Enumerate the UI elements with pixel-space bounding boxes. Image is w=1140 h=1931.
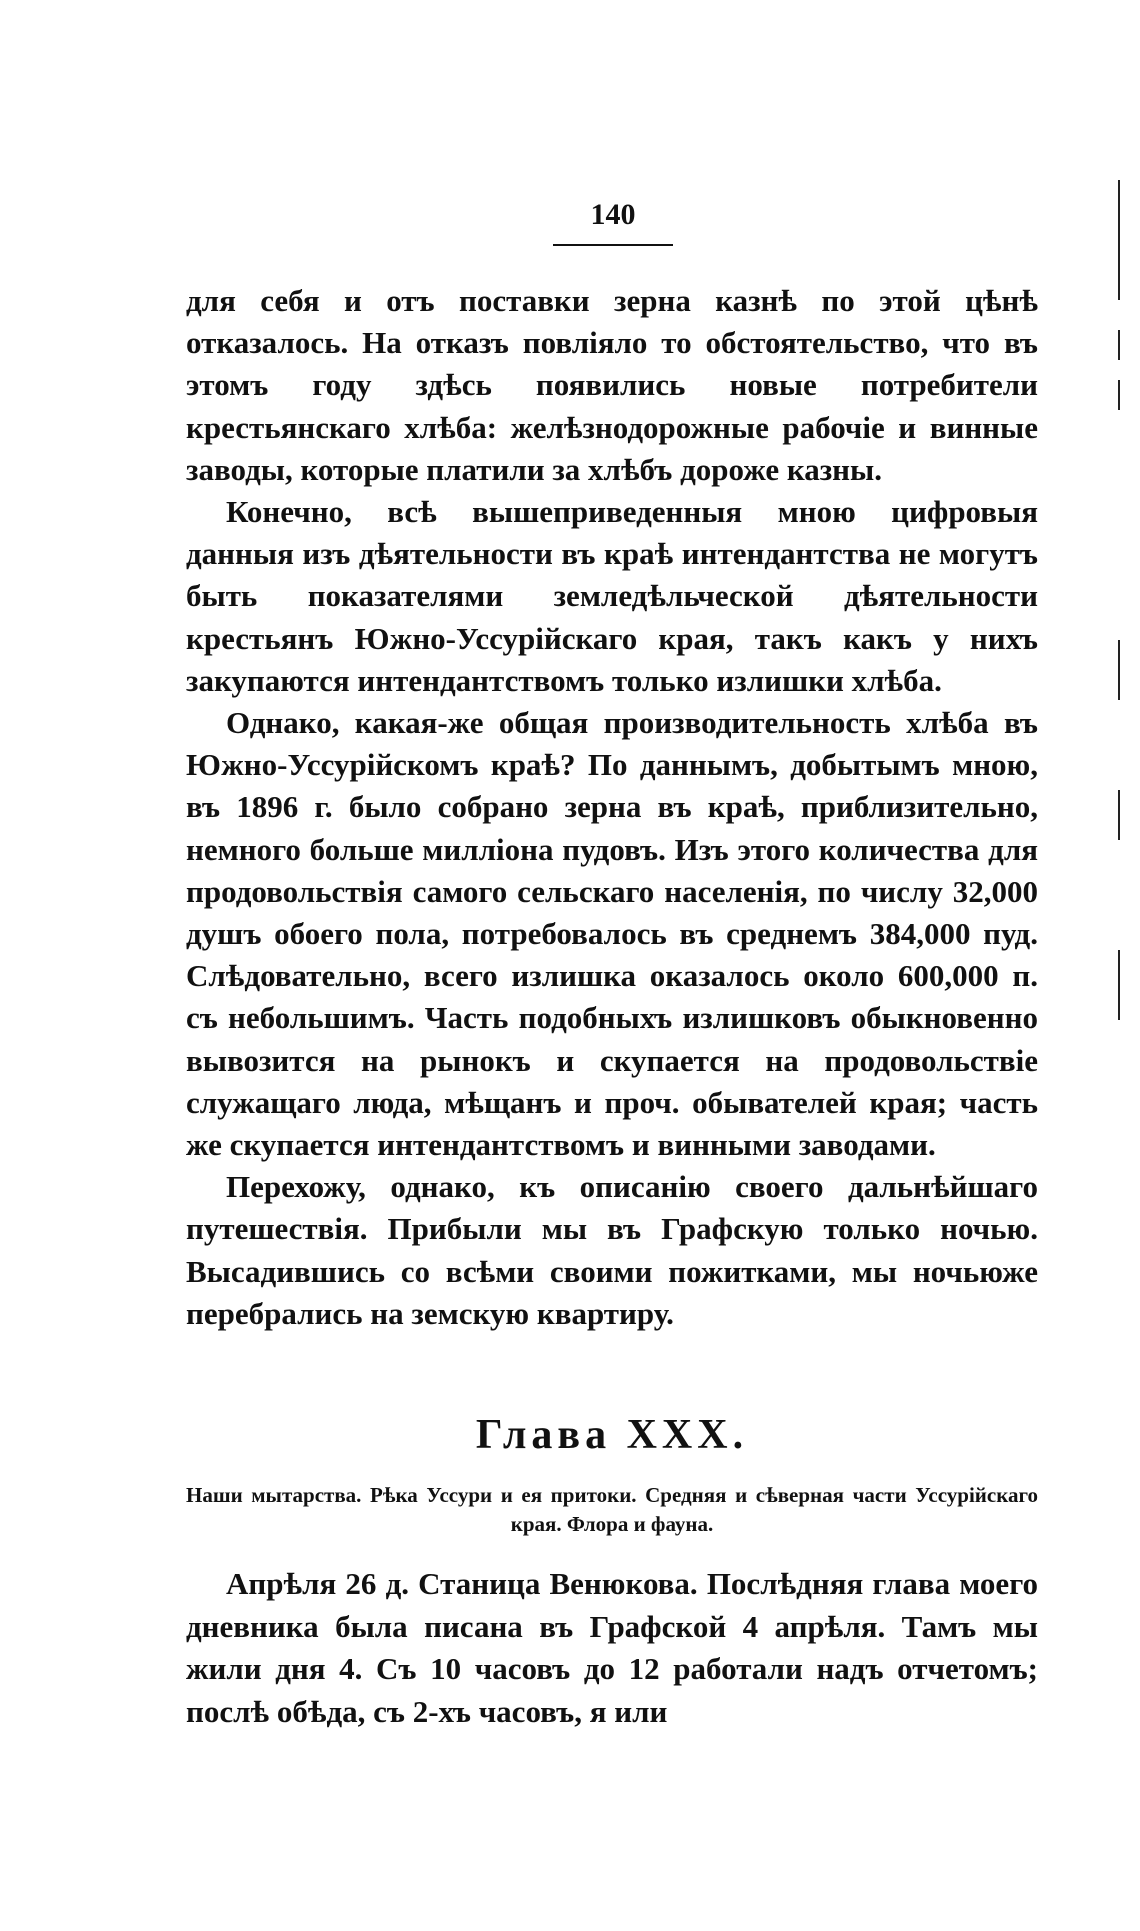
page-number-rule: [553, 244, 673, 246]
paragraph: Однако, какая-же общая производительность хлѣба въ Южно-Уссурійскомъ краѣ? По даннымъ, добытымъ мною, въ 1896 г. было собрано зерна въ краѣ, приблизительно, немного больше милліона пудовъ. Изъ этого количества для продовольствія самого сельскаго населенія, по числу 32,000 душъ обоего пола, потребовалось въ среднемъ 384,000 пуд. Слѣдовательно, всего излишка оказалось около 600,000 п. съ небольшимъ. Часть подобныхъ излишковъ обыкновенно вывозится на рынокъ и скупается на продовольствіе служащаго люда, мѣщанъ и проч. обывателей края; часть же скупается интендантствомъ и винными заводами.: [186, 705, 1038, 1163]
paragraph: Конечно, всѣ вышеприведенныя мною цифровыя данныя изъ дѣятельности въ краѣ интендантства не могутъ быть показателями земледѣльческой дѣятельности крестьянъ Южно-Уссурійскаго края, такъ какъ у нихъ закупаются интендантствомъ только излишки хлѣба.: [186, 494, 1038, 698]
chapter-title: Глава XXX.: [475, 1412, 749, 1458]
scan-edge-mark: [1118, 380, 1120, 410]
scan-edge-mark: [1118, 950, 1120, 1020]
scan-edge-mark: [1118, 790, 1120, 840]
scan-edge-mark: [1118, 180, 1120, 300]
page-number: 140: [590, 198, 636, 231]
paragraph: Перехожу, однако, къ описанію своего дальнѣйшаго путешествія. Прибыли мы въ Графскую только ночью. Высадившись со всѣми своими пожитками, мы ночьюже перебрались на земскую квартиру.: [186, 1169, 1038, 1331]
paragraph: Апрѣля 26 д. Станица Венюкова. Послѣдняя глава моего дневника была писана въ Графской 4 апрѣля. Тамъ мы жили дня 4. Съ 10 часовъ до 12 работали надъ отчетомъ; послѣ обѣда, съ 2-хъ часовъ, я или: [186, 1566, 1038, 1729]
scan-edge-mark: [1118, 330, 1120, 360]
chapter-text: [186, 1563, 1038, 1733]
scan-edge-mark: [1118, 640, 1120, 700]
paragraph: для себя и отъ поставки зерна казнѣ по этой цѣнѣ отказалось. На отказъ повліяло то обстоятельство, что въ этомъ году здѣсь появились новые потребители крестьянскаго хлѣба: желѣзнодорожные рабочіе и винные заводы, которые платили за хлѣбъ дороже казны.: [186, 283, 1038, 487]
main-text: [186, 280, 1038, 1335]
chapter-summary: Наши мытарства. Рѣка Уссури и ея притоки. Средняя и сѣверная части Уссурійскаго края. Флора и фауна.: [186, 1483, 1038, 1536]
